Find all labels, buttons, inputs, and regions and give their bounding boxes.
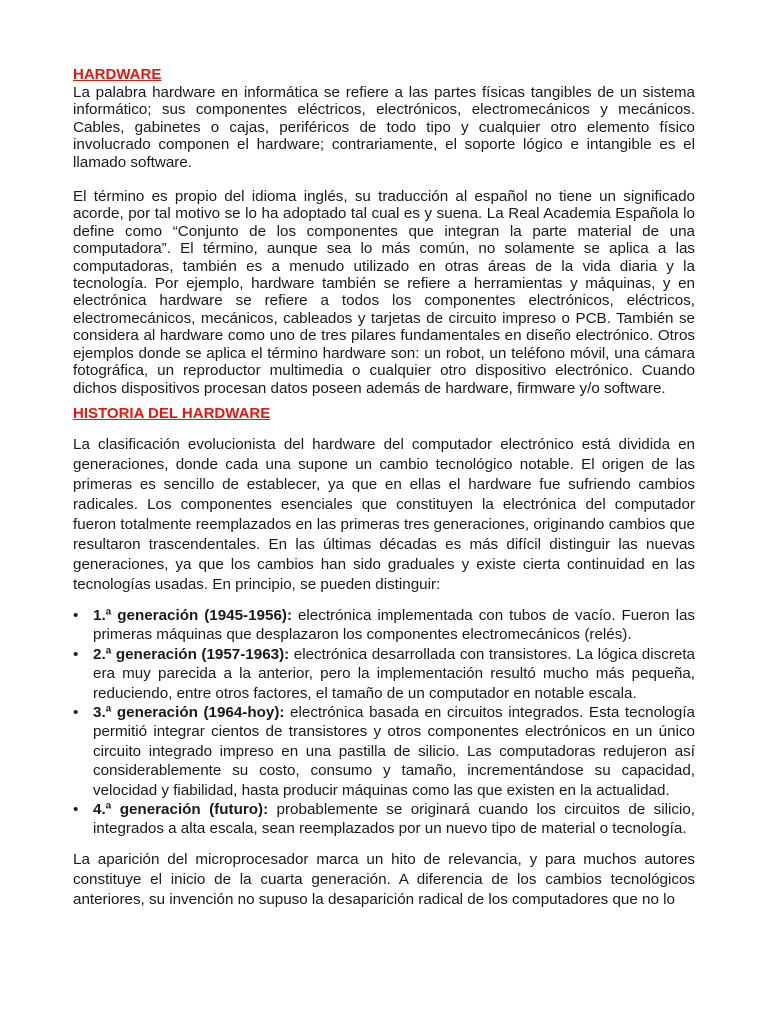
generation-text: electrónica desarrollada con transistores. La lógica discreta era muy parecida a la anterior, pero la implementación resultó mucho más pequeña, reduciendo, entre otros factores, el tamaño de un computador en notable escala. [93,645,695,702]
generation-label: 1.ª generación (1945-1956): [93,606,293,624]
generation-label: 2.ª generación (1957-1963): [93,645,290,663]
paragraph-definition: La palabra hardware en informática se refiere a las partes físicas tangibles de un sistema informático; sus componentes eléctricos, electrónicos, electromecánicos y mecánicos. Cables, gabinetes o cajas, periféricos de todo tipo y cualquier otro elemento físico involucrado componen el hardware; contrariamente, el soporte lógico e intangible es el llamado software. [73,84,695,171]
list-item [73,645,695,703]
heading-historia: HISTORIA DEL HARDWARE [73,404,271,422]
paragraph-microprocesador: La aparición del microprocesador marca un hito de relevancia, y para muchos autores constituye el inicio de la cuarta generación. A diferencia de los cambios tecnológicos anteriores, su invención no supuso la desaparición radical de los computadores que no lo [73,850,695,908]
generation-label: 4.ª generación (futuro): [93,800,269,818]
bullet-icon: • [73,606,79,624]
generation-label: 3.ª generación (1964-hoy): [93,703,285,721]
list-item [73,800,695,839]
paragraph-term: El término es propio del idioma inglés, su traducción al español no tiene un significado acorde, por tal motivo se lo ha adoptado tal cual es y suena. La Real Academia Española lo define como “Conjunto de los componentes que integran la parte material de una computadora”. El término, aunque sea lo más común, no solamente se aplica a las computadoras, también es a menudo utilizado en otras áreas de la vida diaria y la tecnología. Por ejemplo, hardware también se refiere a herramientas y máquinas, y en electrónica hardware se refiere a todos los componentes electrónicos, eléctricos, electromecánicos, mecánicos, cableados y tarjetas de circuito impreso o PCB. También se considera al hardware como uno de tres pilares fundamentales en diseño electrónico. Otros ejemplos donde se aplica el término hardware son: un robot, un teléfono móvil, una cámara fotográfica, un reproductor multimedia o cualquier otro dispositivo electrónico. Cuando dichos dispositivos procesan datos poseen además de hardware, firmware y/o software. [73,188,695,397]
bullet-icon: • [73,703,79,721]
document-page [73,66,695,910]
generation-text: probablemente se originará cuando los circuitos de silicio, integrados a alta escala, sean reemplazados por un nuevo tipo de material o tecnología. [93,800,696,838]
bullet-icon: • [73,645,79,663]
generations-list [73,606,695,839]
list-item [73,606,695,645]
paragraph-historia-intro: La clasificación evolucionista del hardware del computador electrónico está dividida en generaciones, donde cada una supone un cambio tecnológico notable. El origen de las primeras es sencillo de establecer, ya que en ellas el hardware fue sufriendo cambios radicales. Los componentes esenciales que constituyen la electrónica del computador fueron totalmente reemplazados en las primeras tres generaciones, originando cambios que resultaron trascendentales. En las últimas décadas es más difícil distinguir las nuevas generaciones, ya que los cambios han sido graduales y existe cierta continuidad en las tecnologías usadas. En principio, se pueden distinguir: [73,435,695,593]
list-item [73,703,695,800]
heading-hardware: HARDWARE [73,66,162,83]
generation-text: electrónica implementada con tubos de vacío. Fueron las primeras máquinas que desplazaron los componentes electromecánicos (relés). [93,606,696,644]
generation-text: electrónica basada en circuitos integrados. Esta tecnología permitió integrar cientos de transistores y otros componentes electrónicos en un único circuito integrado impreso en una pastilla de silicio. Las computadoras redujeron así considerablemente su costo, consumo y tamaño, incrementándose su capacidad, velocidad y fiabilidad, hasta producir máquinas como las que existen en la actualidad. [93,703,695,799]
bullet-icon: • [73,800,79,818]
